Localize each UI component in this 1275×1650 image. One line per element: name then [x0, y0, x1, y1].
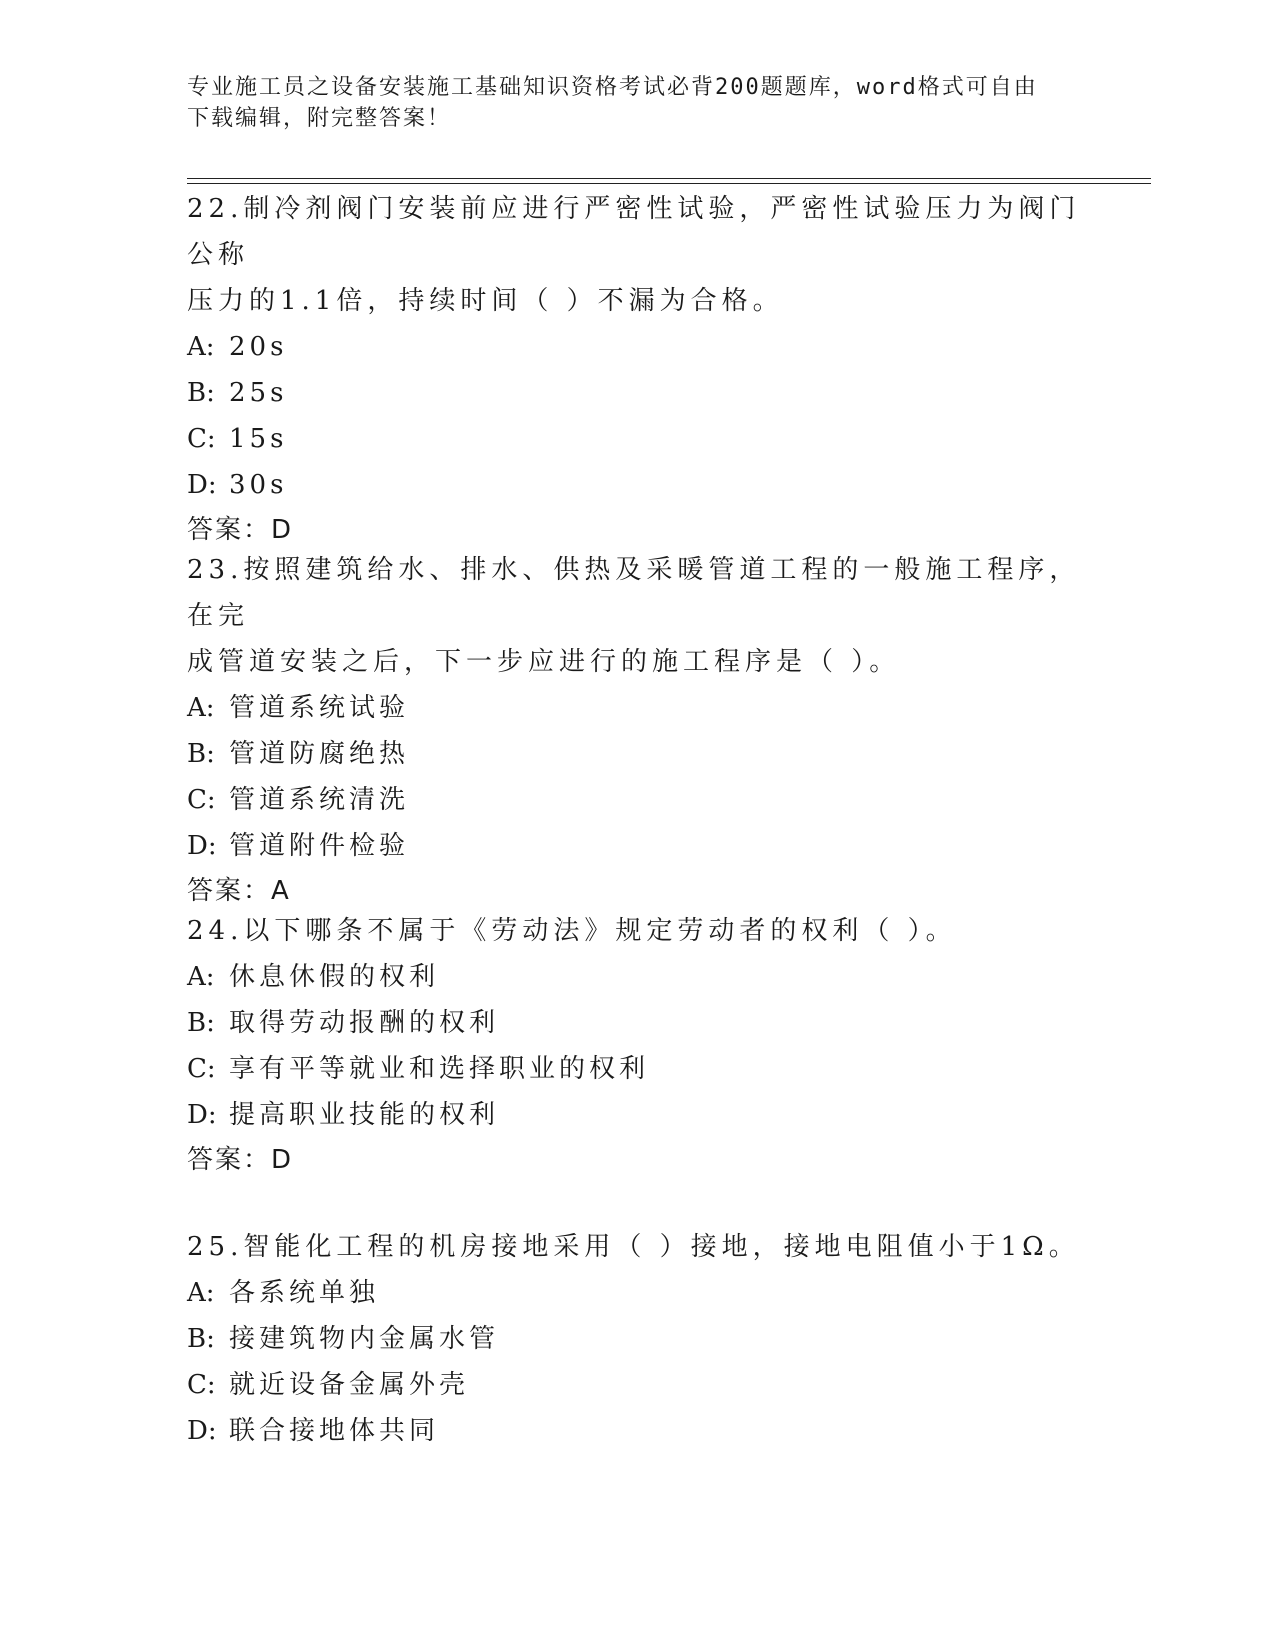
question-22: [187, 186, 1087, 552]
option-text: 25s: [229, 378, 288, 408]
option-d: [187, 462, 1087, 508]
option-text: 享有平等就业和选择职业的权利: [229, 1054, 650, 1084]
option-letter: D:: [187, 831, 217, 861]
option-d: [187, 823, 1087, 869]
option-text: 管道系统试验: [229, 693, 410, 723]
header-line-2: 下载编辑，附完整答案！: [187, 106, 452, 131]
answer-line: 答案：D: [187, 515, 294, 545]
option-text: 休息休假的权利: [229, 962, 440, 992]
option-letter: B:: [187, 739, 215, 769]
option-text: 15s: [229, 424, 288, 454]
option-b: [187, 1316, 1087, 1362]
option-text: 20s: [229, 332, 288, 362]
option-b: [187, 731, 1087, 777]
option-letter: D:: [187, 470, 217, 500]
option-c: [187, 416, 1087, 462]
question-text-line-1: 24.以下哪条不属于《劳动法》规定劳动者的权利（ ）。: [187, 916, 957, 946]
option-letter: A:: [187, 693, 215, 723]
option-letter: C:: [187, 1054, 216, 1084]
option-letter: B:: [187, 1324, 215, 1354]
option-text: 管道系统清洗: [229, 785, 410, 815]
option-a: [187, 324, 1087, 370]
option-text: 管道防腐绝热: [229, 739, 410, 769]
header-line-1: 专业施工员之设备安装施工基础知识资格考试必背200题题库，word格式可自由: [187, 75, 1038, 100]
question-text-line-1: 23.按照建筑给水、排水、供热及采暖管道工程的一般施工程序，在完: [187, 555, 1081, 631]
option-letter: B:: [187, 378, 215, 408]
option-text: 各系统单独: [229, 1278, 380, 1308]
option-b: [187, 370, 1087, 416]
option-text: 联合接地体共同: [229, 1416, 440, 1446]
option-c: [187, 777, 1087, 823]
option-letter: B:: [187, 1008, 215, 1038]
option-a: [187, 685, 1087, 731]
question-text-line-1: 22.制冷剂阀门安装前应进行严密性试验，严密性试验压力为阀门公称: [187, 194, 1081, 270]
option-letter: D:: [187, 1416, 217, 1446]
option-c: [187, 1362, 1087, 1408]
option-a: [187, 954, 1087, 1000]
answer-line: 答案：D: [187, 1145, 294, 1175]
option-letter: C:: [187, 785, 216, 815]
option-text: 30s: [229, 470, 288, 500]
question-text-line-2: 压力的1.1倍，持续时间（ ）不漏为合格。: [187, 286, 784, 316]
option-letter: C:: [187, 1370, 216, 1400]
option-letter: A:: [187, 962, 215, 992]
answer-line: 答案：A: [187, 876, 291, 906]
question-text-line-2: 成管道安装之后，下一步应进行的施工程序是（ ）。: [187, 647, 901, 677]
question-25: [187, 1224, 1087, 1454]
option-text: 取得劳动报酬的权利: [229, 1008, 500, 1038]
option-c: [187, 1046, 1087, 1092]
document-header: [187, 72, 1067, 134]
option-b: [187, 1000, 1087, 1046]
question-23: [187, 547, 1087, 913]
option-d: [187, 1092, 1087, 1138]
option-d: [187, 1408, 1087, 1454]
header-divider-bottom: [187, 183, 1151, 184]
option-a: [187, 1270, 1087, 1316]
option-letter: A:: [187, 1278, 215, 1308]
header-divider-top: [187, 178, 1151, 179]
option-letter: A:: [187, 332, 215, 362]
option-text: 管道附件检验: [229, 831, 410, 861]
option-text: 接建筑物内金属水管: [229, 1324, 500, 1354]
option-text: 提高职业技能的权利: [229, 1100, 500, 1130]
question-text-line-1: 25.智能化工程的机房接地采用（ ）接地，接地电阻值小于1Ω。: [187, 1232, 1080, 1262]
option-letter: C:: [187, 424, 216, 454]
option-letter: D:: [187, 1100, 217, 1130]
option-text: 就近设备金属外壳: [229, 1370, 470, 1400]
question-24: [187, 908, 1087, 1182]
